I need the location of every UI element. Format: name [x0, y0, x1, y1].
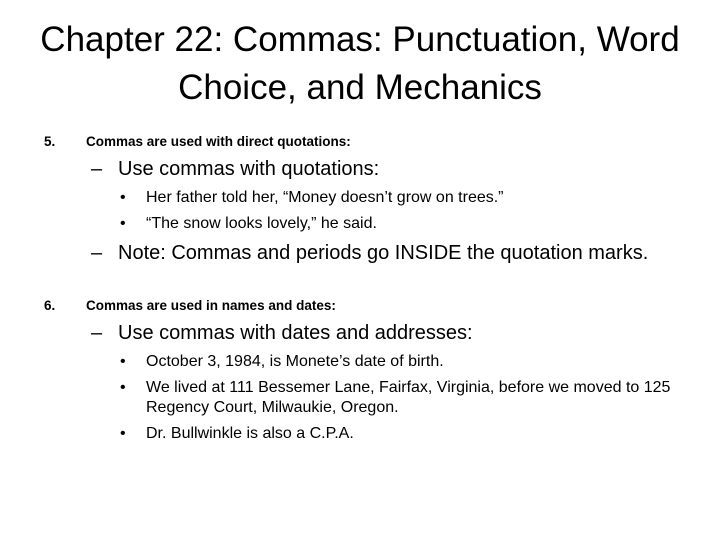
bullet-text: October 3, 1984, is Monete’s date of birth. [146, 353, 444, 370]
point-use-commas-with-quotations [0, 157, 720, 182]
point-use-commas-with-dates [0, 321, 720, 346]
section-number: 5. [44, 134, 56, 149]
bullet-text: Dr. Bullwinkle is also a C.P.A. [146, 425, 354, 442]
dash-marker: – [91, 242, 103, 264]
slide-title: Chapter 22: Commas: Punctuation, Word Choice, and Mechanics [40, 20, 680, 107]
bullet-text: Her father told her, “Money doesn’t grow on trees.” [146, 189, 504, 206]
section-heading-text: Commas are used with direct quotations: [86, 134, 351, 149]
point-text: Note: Commas and periods go INSIDE the quotation marks. [118, 242, 649, 264]
point-text: Use commas with quotations: [118, 158, 380, 180]
bullet-text: We lived at 111 Bessemer Lane, Fairfax, Virginia, before we moved to 125 Regency Court, Milwaukie, Oregon. [146, 379, 671, 416]
point-note-commas-inside [0, 241, 720, 266]
dash-marker: – [91, 322, 103, 344]
bullet-marker: • [120, 379, 126, 396]
bullet-marker: • [120, 189, 126, 206]
section-heading-text: Commas are used in names and dates: [86, 298, 336, 313]
section-number: 6. [44, 298, 56, 313]
bullet-item [0, 188, 720, 208]
section-6-heading [0, 297, 720, 315]
bullet-item [0, 424, 720, 444]
slide-body [0, 133, 720, 444]
bullet-text: “The snow looks lovely,” he said. [146, 215, 377, 232]
bullet-item [0, 352, 720, 372]
point-text: Use commas with dates and addresses: [118, 322, 473, 344]
section-5-heading [0, 133, 720, 151]
bullet-marker: • [120, 425, 126, 442]
bullet-item [0, 214, 720, 234]
dash-marker: – [91, 158, 103, 180]
bullet-marker: • [120, 353, 126, 370]
bullet-marker: • [120, 215, 126, 232]
bullet-item [0, 378, 720, 418]
